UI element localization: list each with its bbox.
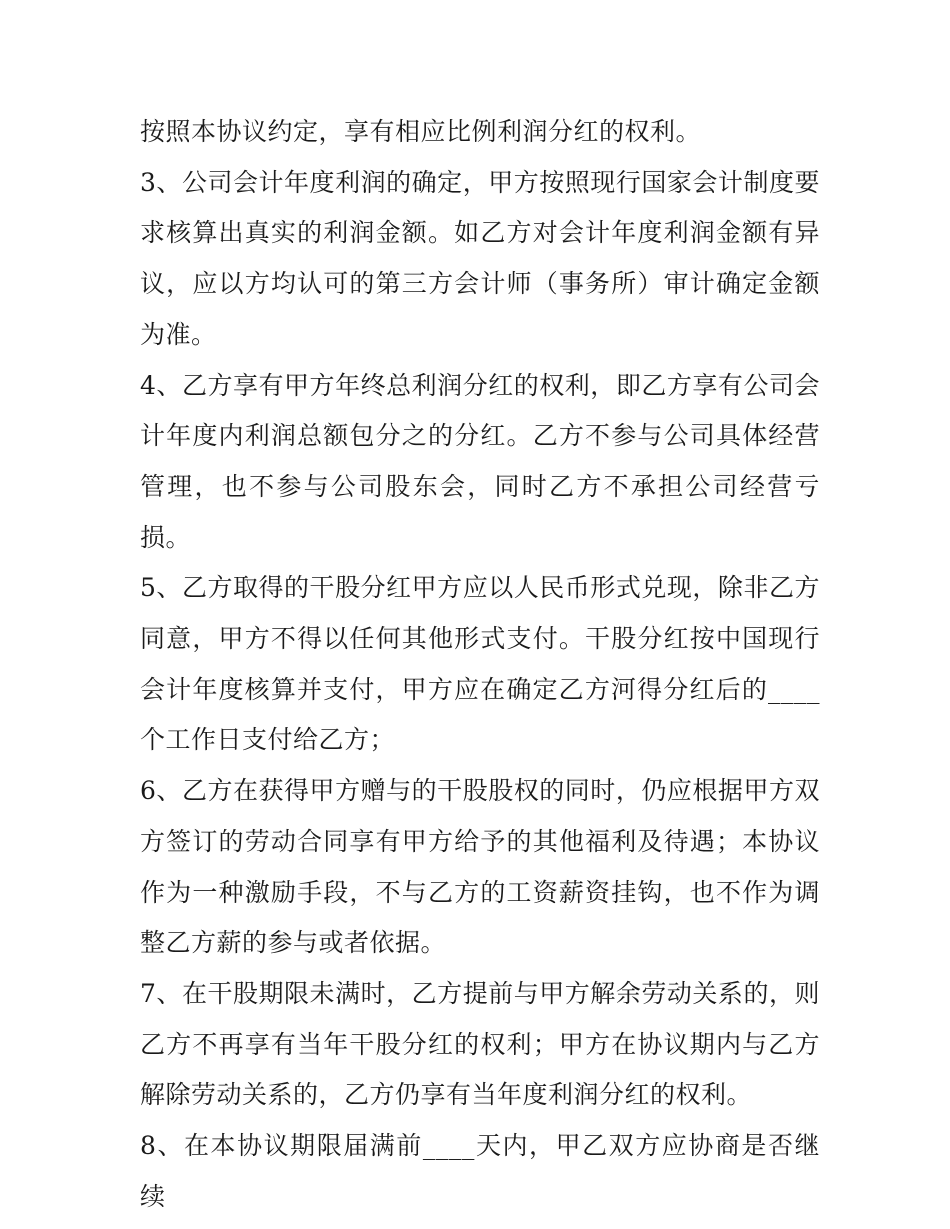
paragraph-continuation: 按照本协议约定，享有相应比例利润分红的权利。: [140, 117, 702, 146]
document-body: [140, 107, 820, 1222]
paragraph-clause-8: 8、在本协议期限届满前____天内，甲乙双方应协商是否继续: [140, 1131, 820, 1211]
paragraph-clause-3: 3、公司会计年度利润的确定，甲方按照现行国家会计制度要求核算出真实的利润金额。如乙方对会计年度利润金额有异议，应以方均认可的第三方会计师（事务所）审计确定金额为准。: [140, 167, 820, 349]
paragraph-clause-7: 7、在干股期限未满时，乙方提前与甲方解余劳动关系的，则乙方不再享有当年干股分红的权利；甲方在协议期内与乙方解除劳动关系的，乙方仍享有当年度利润分红的权利。: [140, 978, 820, 1110]
paragraph-clause-4: 4、乙方享有甲方年终总利润分红的权利，即乙方享有公司会计年度内利润总额包分之的分红。乙方不参与公司具体经营管理，也不参与公司股东会，同时乙方不承担公司经营亏损。: [140, 370, 820, 552]
paragraph-clause-5: 5、乙方取得的干股分红甲方应以人民币形式兑现，除非乙方同意，甲方不得以任何其他形式支付。干股分红按中国现行会计年度核算并支付，甲方应在确定乙方河得分红后的____个工作日支付给乙方；: [140, 573, 820, 755]
paragraph-clause-6: 6、乙方在获得甲方赠与的干股股权的同时，仍应根据甲方双方签订的劳动合同享有甲方给予的其他福利及待遇；本协议作为一种激励手段，不与乙方的工资薪资挂钩，也不作为调整乙方薪的参与或者依据。: [140, 776, 820, 958]
